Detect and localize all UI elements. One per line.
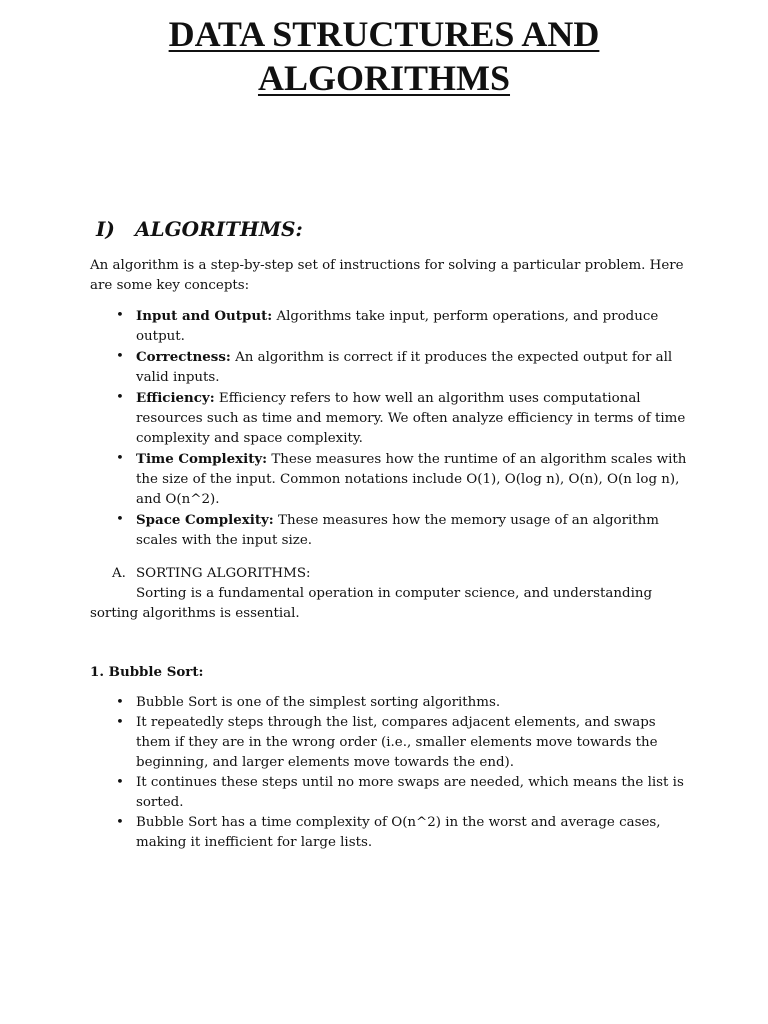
concept-term: Input and Output:: [136, 308, 273, 324]
document-title: [0, 12, 768, 100]
list-item: [90, 306, 690, 347]
bullet-icon: •: [116, 775, 124, 790]
bullet-icon: •: [116, 815, 124, 830]
bullet-icon: •: [116, 512, 124, 527]
subsection-letter: A.: [112, 566, 126, 581]
concept-text: An algorithm is correct if it produces the expected output for all valid inputs.: [136, 350, 673, 385]
bubble-sort-heading: 1. Bubble Sort:: [90, 664, 204, 680]
bullet-icon: •: [116, 390, 124, 405]
bullet-icon: •: [116, 451, 124, 466]
intro-paragraph: An algorithm is a step-by-step set of instructions for solving a particular problem. Here are some key concepts:: [90, 258, 684, 293]
concept-text: Efficiency refers to how well an algorithm uses computational resources such as time and memory. We often analyze efficiency in terms of time complexity and space complexity.: [136, 391, 686, 446]
list-item: [90, 693, 690, 713]
bubble-point: Bubble Sort is one of the simplest sorting algorithms.: [136, 695, 501, 710]
concept-term: Space Complexity:: [136, 512, 274, 528]
subsection-heading-sorting: [112, 564, 311, 584]
key-concepts-list: [90, 306, 690, 551]
concept-text: These measures how the memory usage of an algorithm scales with the input size.: [136, 513, 659, 548]
bullet-icon: •: [116, 349, 124, 364]
list-item: [90, 713, 690, 773]
concept-term: Time Complexity:: [136, 451, 268, 467]
concept-term: Efficiency:: [136, 390, 215, 406]
concept-term: Correctness:: [136, 349, 231, 365]
subsection-title: SORTING ALGORITHMS:: [136, 566, 311, 581]
sorting-paragraph: Sorting is a fundamental operation in computer science, and understanding sorting algorithms is essential.: [90, 586, 653, 621]
bubble-point: It continues these steps until no more swaps are needed, which means the list is sorted.: [136, 775, 684, 810]
bullet-icon: •: [116, 308, 124, 323]
title-line-1: DATA STRUCTURES AND: [168, 14, 600, 54]
bullet-icon: •: [116, 695, 124, 710]
section-title: ALGORITHMS:: [135, 217, 303, 241]
concept-text: Algorithms take input, perform operations, and produce output.: [136, 309, 659, 344]
list-item: [90, 449, 690, 510]
section-number: I): [96, 217, 115, 241]
concept-text: These measures how the runtime of an algorithm scales with the size of the input. Common notations include O(1), O(log n), O(n), O(n log n), and O(n^2).: [136, 452, 687, 507]
bubble-point: It repeatedly steps through the list, compares adjacent elements, and swaps them if they are in the wrong order (i.e., smaller elements move towards the beginning, and larger elements move towards the end).: [136, 715, 658, 770]
bubble-sort-list: [90, 693, 690, 853]
bubble-point: Bubble Sort has a time complexity of O(n^2) in the worst and average cases, making it inefficient for large lists.: [136, 815, 661, 850]
list-item: [90, 510, 690, 551]
title-line-2: ALGORITHMS: [257, 58, 511, 98]
list-item: [90, 388, 690, 449]
list-item: [90, 347, 690, 388]
list-item: [90, 813, 690, 853]
section-heading-algorithms: [96, 212, 303, 246]
bullet-icon: •: [116, 715, 124, 730]
list-item: [90, 773, 690, 813]
